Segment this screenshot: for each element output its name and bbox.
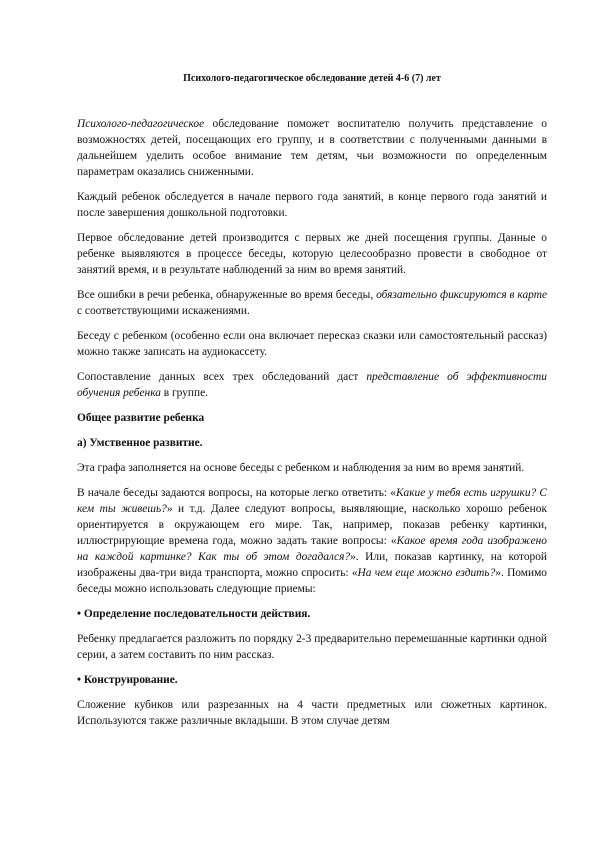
comparison-emphasis: представление об эффективности обучения ребенка bbox=[77, 371, 547, 399]
page-title: Психолого-педагогическое обследование детей 4-6 (7) лет bbox=[183, 73, 441, 84]
heading-sequence: • Определение последовательности действия. bbox=[77, 608, 311, 620]
comparison-text-b: в группе. bbox=[160, 387, 209, 399]
paragraph-schedule: Каждый ребенок обследуется в начале первого года занятий, в конце первого года занятий и после завершения дошкольной подготовки. bbox=[77, 191, 547, 219]
questions-text-d: ». Помимо беседы можно использовать следующие приемы: bbox=[77, 567, 547, 595]
questions-text-b: » и т.д. Далее следуют вопросы, выявляющие, насколько хорошо ребенок ориентируется в окружающем его мире. Так, например, показав ребенку картинки, иллюстрирующие времена года, можно задать такие вопросы: « bbox=[77, 503, 547, 547]
errors-emphasis: обязательно фиксируются в карте bbox=[376, 289, 548, 301]
comparison-text-a: Сопоставление данных всех трех обследований даст bbox=[77, 371, 367, 383]
intro-text: обследование поможет воспитателю получить представление о возможностях детей, посещающих его группу, и в соответствии с полученными данными в дальнейшем уделить особое внимание тем детям, чьи возможности по определенным параметрам оказались сниженными. bbox=[77, 118, 547, 178]
paragraph-recording: Беседу с ребенком (особенно если она включает пересказ сказки или самостоятельный рассказ) можно также записать на аудиокассету. bbox=[77, 330, 547, 358]
paragraph-construction: Сложение кубиков или разрезанных на 4 части предметных или сюжетных картинок. Используются также различные вкладыши. В этом случае детям bbox=[77, 699, 547, 727]
paragraph-first-exam: Первое обследование детей производится с первых же дней посещения группы. Данные о ребенке выявляются в процессе беседы, которую целесообразно провести в свободное от занятий время, и в результате наблюдений за ним во время занятий. bbox=[77, 232, 547, 276]
paragraph-intro bbox=[77, 116, 547, 180]
questions-text-a: В начале беседы задаются вопросы, на которые легко ответить: « bbox=[77, 487, 396, 499]
paragraph-errors bbox=[77, 287, 547, 319]
paragraph-comparison bbox=[77, 369, 547, 401]
question-3: На чем еще можно ездить? bbox=[357, 567, 496, 579]
intro-emphasis: Психолого-педагогическое bbox=[77, 118, 205, 130]
paragraph-questions bbox=[77, 485, 547, 597]
heading-construction: • Конструирование. bbox=[77, 674, 178, 686]
question-2: Какое время года изображено на каждой картинке? Как ты об этом догадался? bbox=[77, 535, 547, 563]
paragraph-mental-intro: Эта графа заполняется на основе беседы с ребенком и наблюдения за ним во время занятий. bbox=[77, 462, 525, 474]
errors-text-b: с соответствующими искажениями. bbox=[77, 305, 250, 317]
errors-text-a: Все ошибки в речи ребенка, обнаруженные во время беседы, bbox=[77, 289, 377, 301]
questions-text-c: ». Или, показав картинку, на которой изображены два-три вида транспорта, можно спросить: « bbox=[77, 551, 548, 579]
heading-mental-development: а) Умственное развитие. bbox=[77, 437, 203, 449]
paragraph-sequence: Ребенку предлагается разложить по порядку 2-3 предварительно перемешанные картинки одной серии, а затем составить по ним рассказ. bbox=[77, 633, 547, 661]
question-1: Какие у тебя есть игрушки? С кем ты живешь? bbox=[77, 487, 548, 515]
heading-general-development: Общее развитие ребенка bbox=[77, 412, 205, 424]
